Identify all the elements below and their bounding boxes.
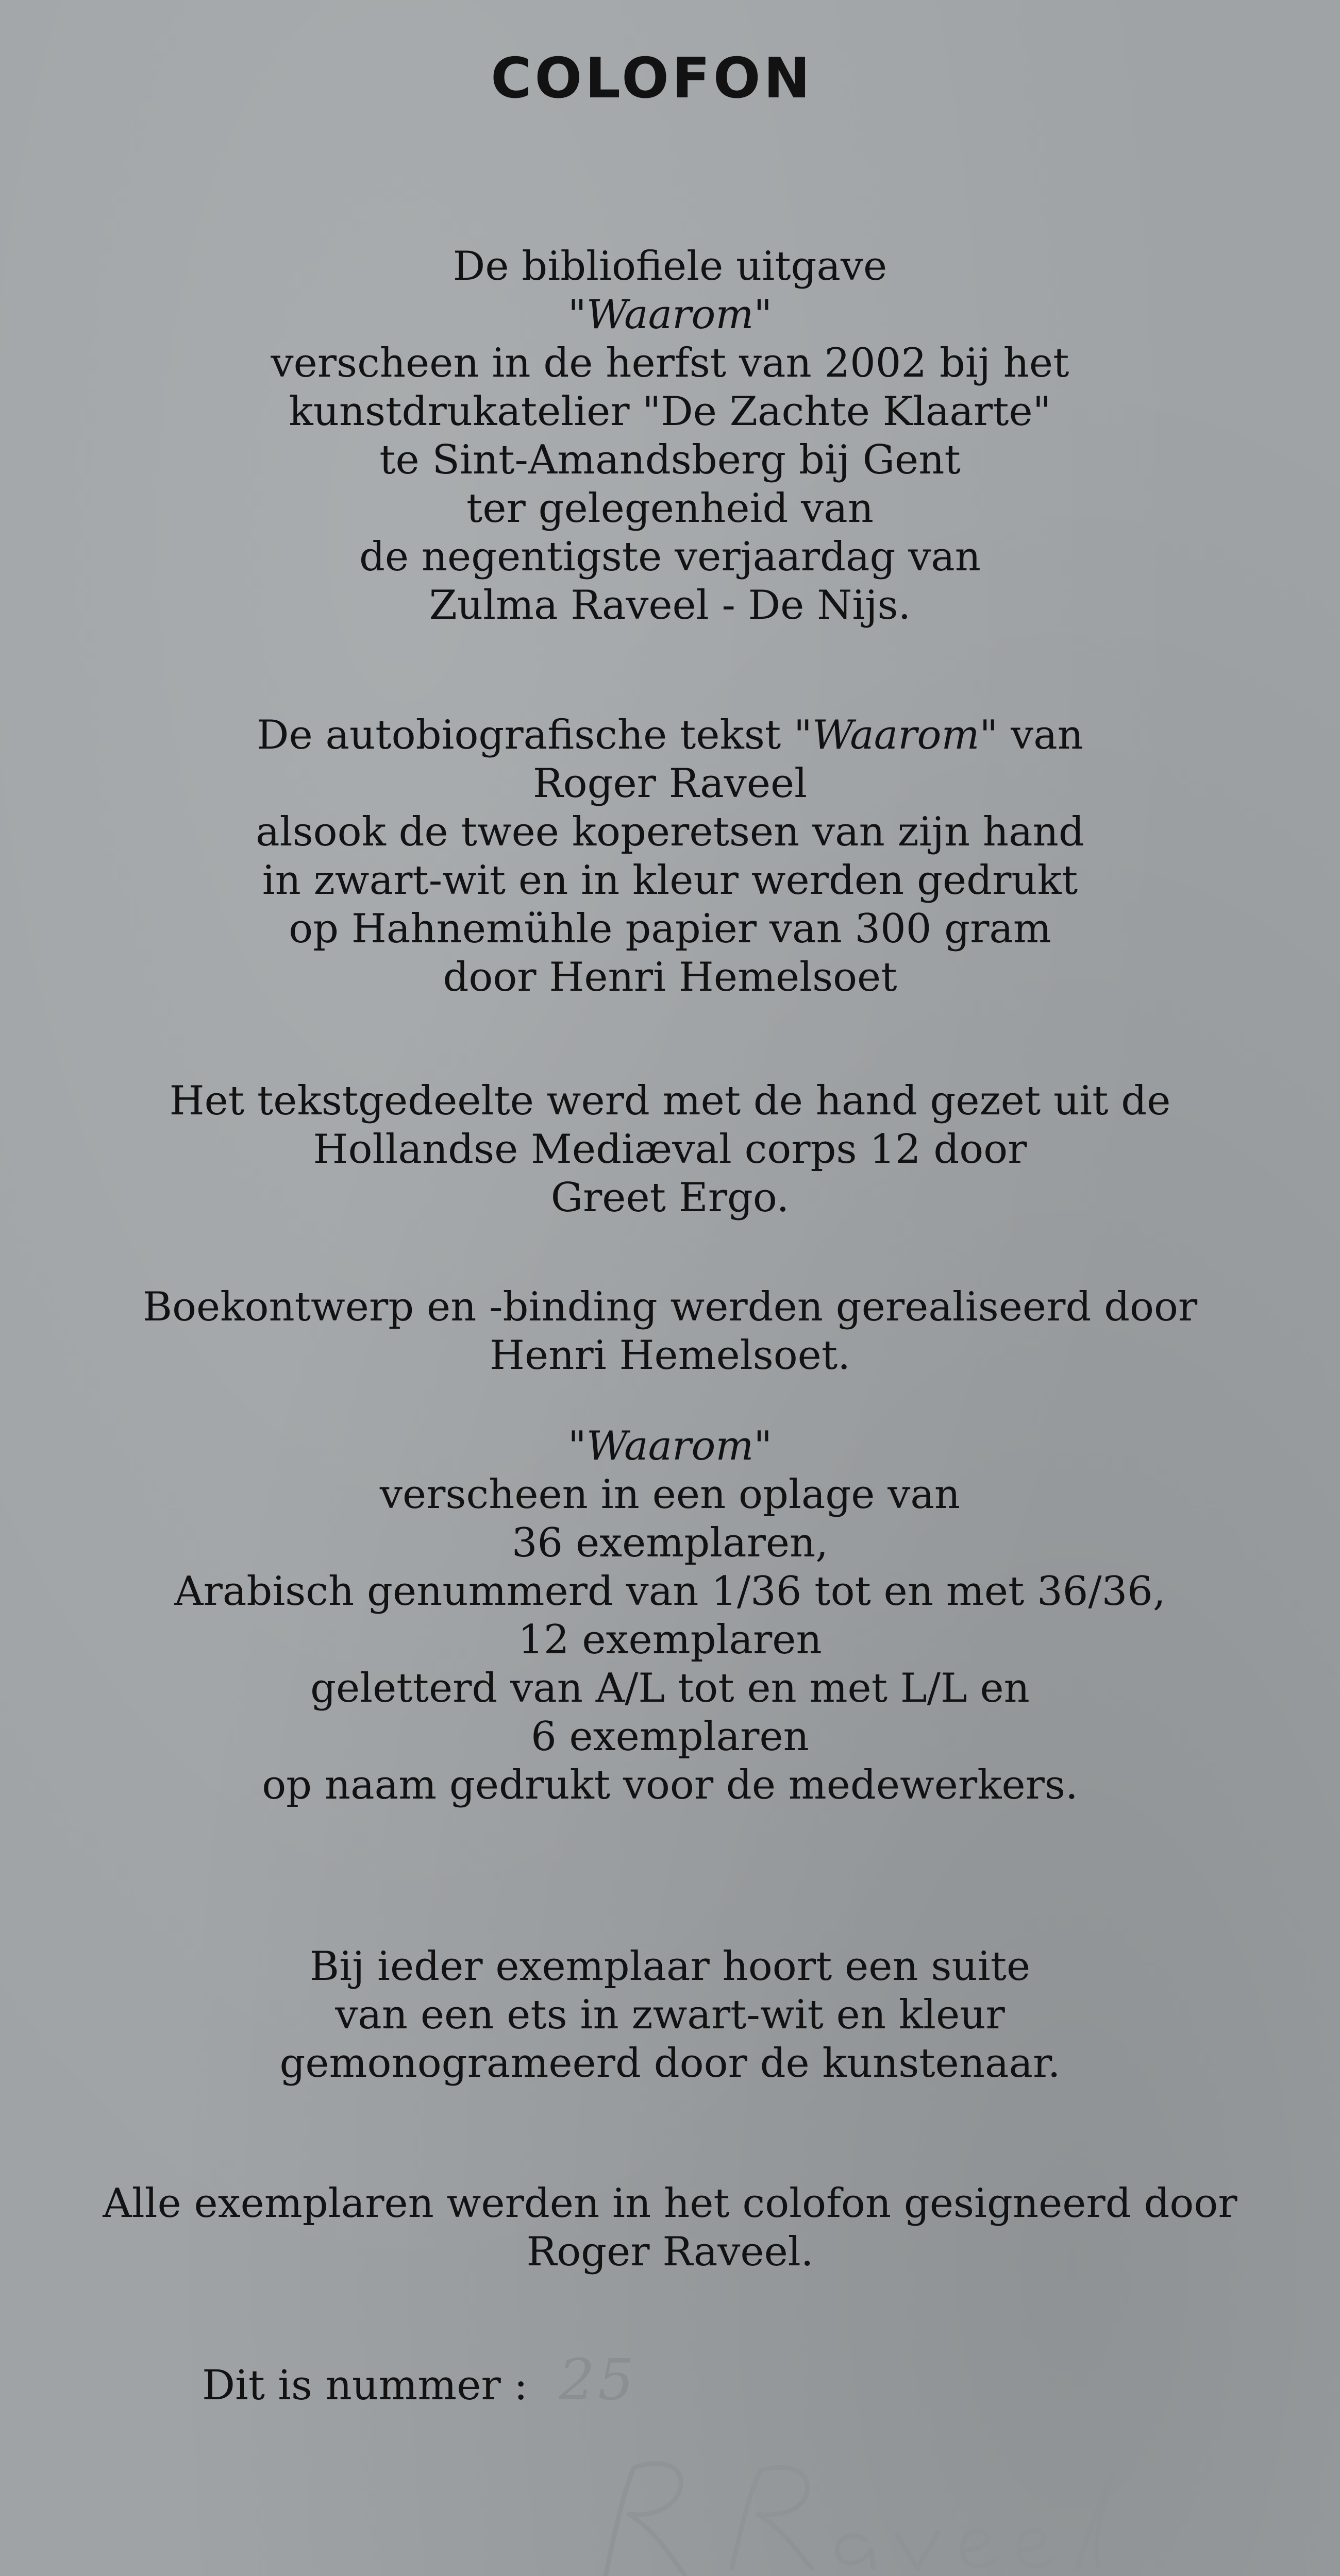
- text-line: [0, 711, 1340, 759]
- binding-paragraph: [0, 1283, 1340, 1380]
- text-line: alsook de twee koperetsen van zijn hand: [256, 809, 1084, 855]
- text-line: Het tekstgedeelte werd met de hand gezet uit de: [169, 1078, 1171, 1124]
- text-line: geletterd van A/L tot en met L/L en: [310, 1665, 1030, 1711]
- edition-paragraph: [0, 242, 1340, 630]
- copy-number-value: 25: [559, 2347, 638, 2413]
- text-line: De bibliofiele uitgave: [453, 243, 887, 290]
- text-line: in zwart-wit en in kleur werden gedrukt: [262, 857, 1078, 904]
- text-line: Greet Ergo.: [550, 1175, 790, 1221]
- typesetting-paragraph: [0, 1077, 1340, 1222]
- text-line: Bij ieder exemplaar hoort een suite: [309, 1943, 1031, 1990]
- book-title: "Waarom": [567, 292, 773, 338]
- printing-paragraph: [0, 711, 1340, 1002]
- text-line: Alle exemplaren werden in het colofon gesigneerd door: [103, 2180, 1237, 2227]
- text-line: te Sint-Amandsberg bij Gent: [379, 437, 961, 483]
- text-line: ter gelegenheid van: [466, 485, 874, 532]
- text-line: verscheen in de herfst van 2002 bij het: [271, 340, 1069, 386]
- suite-paragraph: [0, 1942, 1340, 2088]
- text-line: van een ets in zwart-wit en kleur: [335, 1992, 1005, 2038]
- text-line: gemonogrameerd door de kunstenaar.: [279, 2040, 1061, 2087]
- text-line: kunstdrukatelier "De Zachte Klaarte": [289, 388, 1051, 435]
- text-line: Roger Raveel.: [526, 2229, 814, 2275]
- text-line: 12 exemplaren: [518, 1617, 822, 1663]
- copy-number-row: [202, 2347, 637, 2413]
- text-line: verscheen in een oplage van: [379, 1471, 961, 1518]
- text-line: Arabisch genummerd van 1/36 tot en met 36/36,: [174, 1568, 1166, 1615]
- page-title: COLOFON: [491, 46, 813, 111]
- book-title: "Waarom": [567, 1423, 773, 1469]
- signing-paragraph: [0, 2179, 1340, 2276]
- text-fragment: De autobiografische tekst ": [257, 712, 812, 758]
- book-title: Waarom: [812, 712, 980, 758]
- copy-number-label: Dit is nummer :: [202, 2361, 528, 2409]
- text-line: 6 exemplaren: [531, 1714, 809, 1760]
- text-line: op Hahnemühle papier van 300 gram: [289, 906, 1051, 952]
- text-line: op naam gedrukt voor de medewerkers.: [262, 1762, 1078, 1808]
- text-line: Henri Hemelsoet.: [490, 1332, 850, 1379]
- text-line: Roger Raveel: [532, 760, 808, 807]
- artist-signature: [557, 2421, 1227, 2576]
- text-line: Boekontwerp en -binding werden gerealiseerd door: [142, 1284, 1198, 1330]
- text-line: de negentigste verjaardag van: [359, 534, 981, 580]
- text-line: 36 exemplaren,: [511, 1520, 829, 1566]
- print-run-paragraph: [0, 1422, 1340, 1809]
- text-fragment: " van: [979, 712, 1083, 758]
- text-line: Hollandse Mediæval corps 12 door: [313, 1126, 1027, 1173]
- text-line: door Henri Hemelsoet: [443, 954, 897, 1001]
- text-line: Zulma Raveel - De Nijs.: [429, 582, 911, 629]
